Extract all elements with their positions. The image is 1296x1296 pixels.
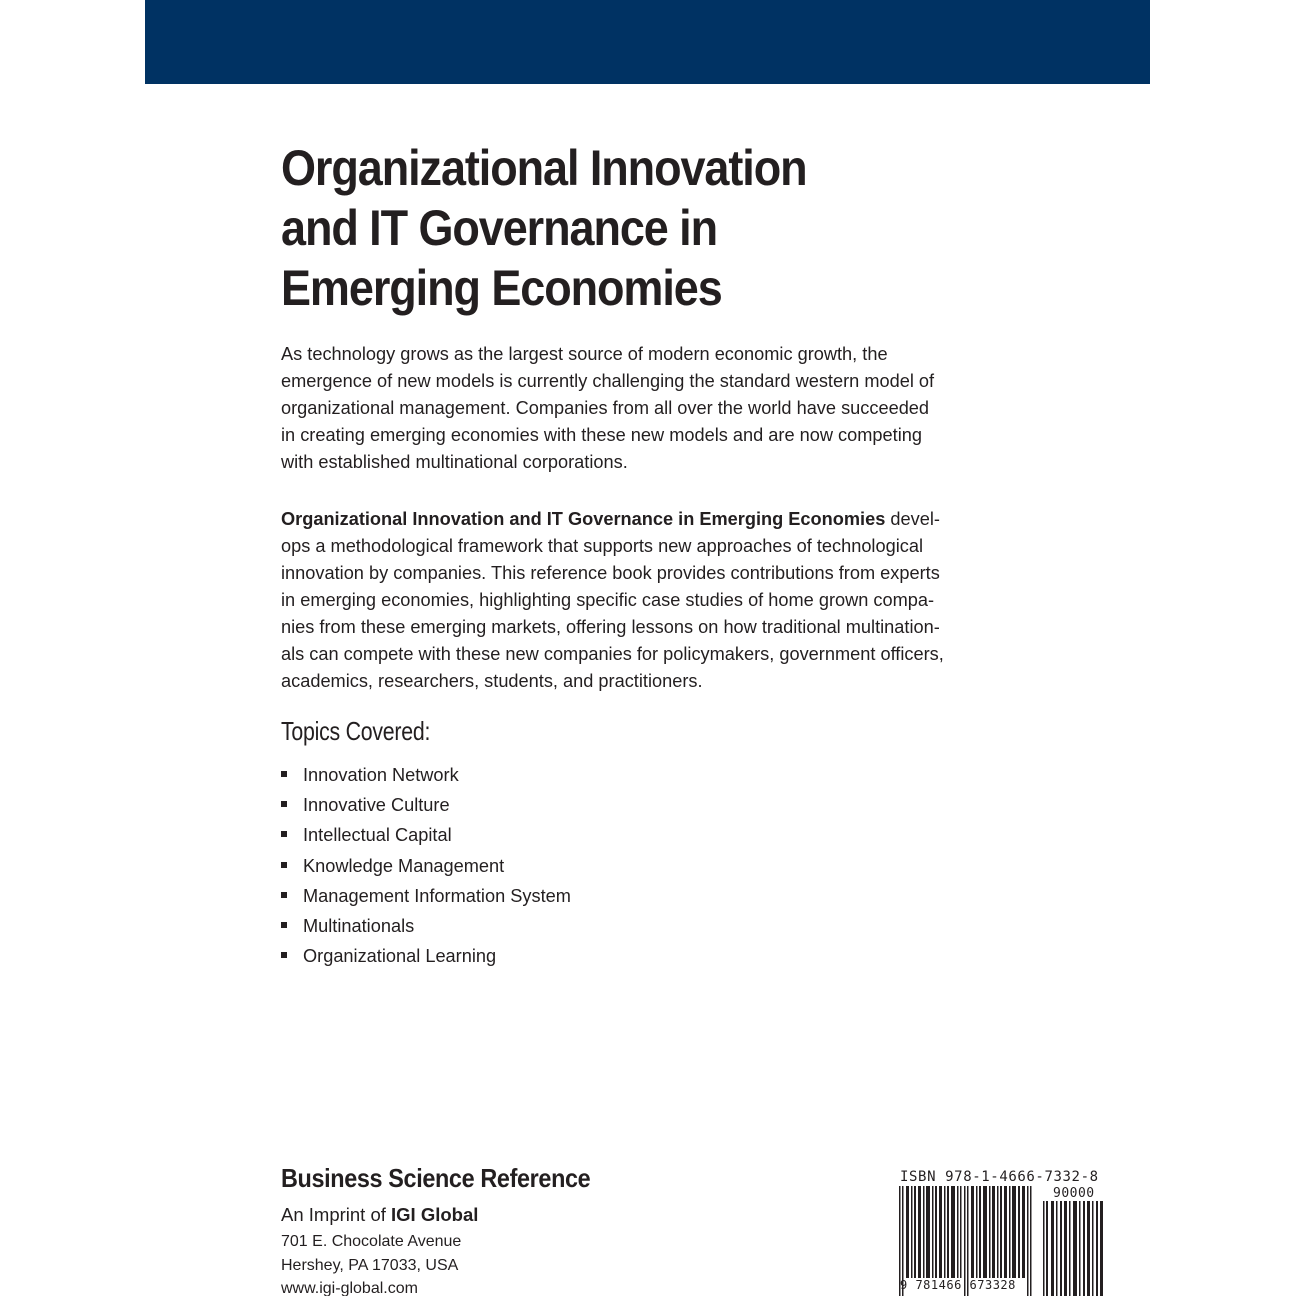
paragraph-line: als can compete with these new companies for policymakers, government officers, bbox=[281, 644, 944, 664]
paragraph-line: innovation by companies. This reference book provides contributions from experts bbox=[281, 563, 940, 583]
imprint-prefix: An Imprint of bbox=[281, 1204, 392, 1225]
paragraph-line: academics, researchers, students, and practitioners. bbox=[281, 671, 703, 691]
topic-label: Knowledge Management bbox=[303, 855, 505, 876]
imprint-line bbox=[281, 1204, 478, 1226]
book-title bbox=[281, 138, 839, 318]
paragraph-text: devel- bbox=[885, 509, 940, 529]
topic-item bbox=[281, 912, 571, 942]
bold-book-title: Organizational Innovation and IT Governance in Emerging Economies bbox=[281, 509, 886, 529]
bullet-icon bbox=[281, 892, 287, 898]
paragraph-line: in emerging economies, highlighting specific case studies of home grown compa- bbox=[281, 590, 935, 610]
bullet-icon bbox=[281, 801, 287, 807]
bullet-icon bbox=[281, 771, 287, 777]
paragraph-line: nies from these emerging markets, offering lessons on how traditional multination- bbox=[281, 617, 940, 637]
addon-code: 90000 bbox=[1053, 1186, 1095, 1201]
topic-item bbox=[281, 882, 571, 912]
bullet-icon bbox=[281, 831, 287, 837]
paragraph-line bbox=[281, 506, 1021, 533]
title-line: Organizational Innovation bbox=[281, 140, 807, 196]
paragraph-line: As technology grows as the largest source of modern economic growth, the bbox=[281, 344, 888, 364]
addon-barcode-icon bbox=[1043, 1201, 1105, 1296]
address-line: 701 E. Chocolate Avenue bbox=[281, 1233, 462, 1250]
paragraph-line: ops a methodological framework that supports new approaches of technological bbox=[281, 536, 923, 556]
paragraph-line: in creating emerging economies with these new models and are now competing bbox=[281, 425, 922, 445]
topic-label: Innovative Culture bbox=[303, 795, 450, 816]
topic-item bbox=[281, 852, 571, 882]
topic-item bbox=[281, 821, 571, 851]
paragraph-line: organizational management. Companies from all over the world have succeeded bbox=[281, 398, 930, 418]
topic-label: Organizational Learning bbox=[303, 946, 497, 967]
barcode-number: 9 781466 673328 bbox=[900, 1278, 1016, 1292]
topics-heading: Topics Covered: bbox=[281, 716, 431, 746]
topic-label: Intellectual Capital bbox=[303, 825, 452, 846]
topics-list bbox=[281, 761, 571, 972]
paragraph-line: with established multinational corporations. bbox=[281, 452, 628, 472]
imprint-name: IGI Global bbox=[391, 1204, 479, 1225]
topic-label: Innovation Network bbox=[303, 765, 459, 785]
topic-item bbox=[281, 791, 571, 821]
bullet-icon bbox=[281, 922, 287, 928]
topic-label: Management Information System bbox=[303, 885, 571, 906]
bullet-icon bbox=[281, 862, 287, 868]
topic-item bbox=[281, 942, 571, 972]
address-line: Hershey, PA 17033, USA bbox=[281, 1256, 459, 1274]
title-line: Emerging Economies bbox=[281, 260, 722, 316]
website-link[interactable]: www.igi-global.com bbox=[281, 1280, 418, 1296]
topic-item bbox=[281, 761, 571, 791]
bullet-icon bbox=[281, 952, 287, 958]
topic-label: Multinationals bbox=[303, 915, 415, 936]
paragraph-line: emergence of new models is currently challenging the standard western model of bbox=[281, 371, 935, 391]
top-color-band bbox=[145, 0, 1150, 84]
publisher-address bbox=[281, 1230, 461, 1296]
description-paragraph-2 bbox=[281, 506, 1021, 695]
publisher-name: Business Science Reference bbox=[281, 1163, 591, 1193]
title-line: and IT Governance in bbox=[281, 200, 718, 256]
description-paragraph-1 bbox=[281, 341, 1021, 476]
isbn-label: ISBN 978-1-4666-7332-8 bbox=[900, 1169, 1099, 1185]
